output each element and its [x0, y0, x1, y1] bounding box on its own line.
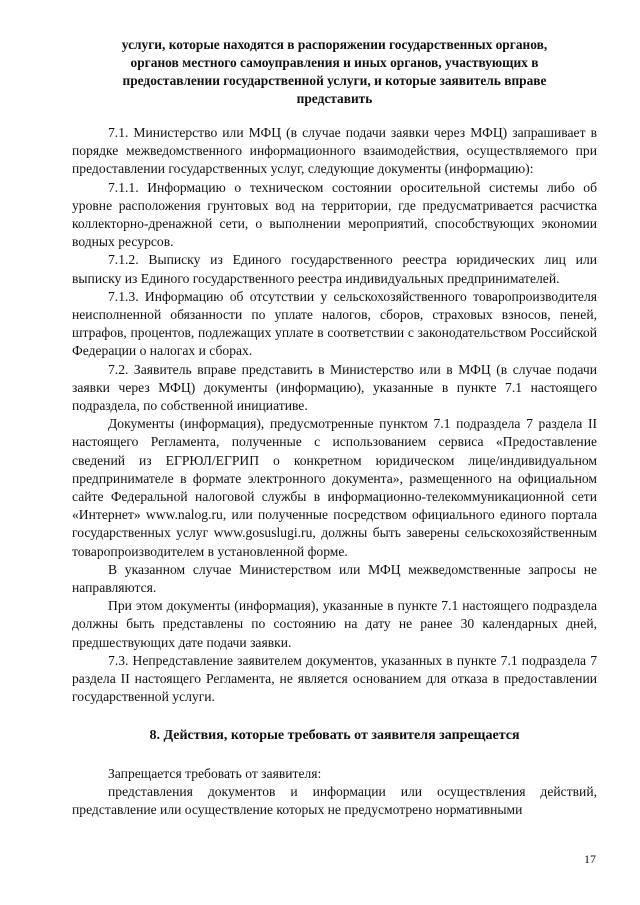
section-8-item-1: представления документов и информации или осуществления действий, представление или осуществление которых не предусмотрено нормативными [72, 783, 597, 817]
paragraph-7-1-2: 7.1.2. Выписку из Единого государственного реестра юридических лиц или выписку из Единого государственного реестра индивидуальных предпринимателей. [72, 252, 597, 286]
paragraph-7-2: 7.2. Заявитель вправе представить в Министерство или в МФЦ (в случае подачи заявки через МФЦ) документы (информацию), указанные в пункте 7.1 настоящего подраздела, по собственной инициативе. [72, 361, 597, 414]
section-7-heading [72, 36, 597, 108]
section-8-intro: Запрещается требовать от заявителя: [108, 765, 322, 781]
paragraph-7-1: 7.1. Министерство или МФЦ (в случае подачи заявки через МФЦ) запрашивает в порядке межведомственного информационного взаимодействия, осуществляемого при предоставлении государственных услуг, следующие документы (информацию): [72, 125, 597, 177]
paragraph-no-requests: В указанном случае Министерством или МФЦ межведомственные запросы не направляются. [72, 561, 597, 596]
section-8-title: 8. Действия, которые требовать от заявителя запрещается [149, 727, 520, 743]
page-number: 17 [584, 852, 596, 866]
paragraph-30-days: При этом документы (информация), указанные в пункте 7.1 настоящего подраздела должны быть представлены по состоянию на дату не ранее 30 календарных дней, предшествующих дате подачи заявки. [72, 598, 597, 650]
heading-line: предоставлении государственной услуги, и которые заявитель вправе [122, 73, 547, 88]
heading-line: представить [296, 91, 373, 106]
paragraph-documents: Документы (информация), предусмотренные пунктом 7.1 подраздела 7 раздела II настоящего Регламента, полученные с использованием сервиса «Предоставление сведений из ЕГРЮЛ/ЕГРИП о конкретном юридическом лице/индивидуальном предпринимателе в формате электронного документа», размещенного на официальном сайте Федеральной налоговой службы в информационно-телекоммуникационной сети «Интернет» www.nalog.ru, или полученные посредством официального единого портала государственных услуг www.gosuslugi.ru, должны быть заверены сельскохозяйственным товаропроизводителем в установленной форме. [72, 416, 597, 559]
paragraph-7-1-3: 7.1.3. Информацию об отсутствии у сельскохозяйственного товаропроизводителя неисполненной обязанности по уплате налогов, сборов, страховых взносов, пеней, штрафов, процентов, подлежащих уплате в соответствии с законодательством Российской Федерации о налогах и сборах. [72, 288, 597, 359]
heading-line: услуги, которые находятся в распоряжении государственных органов, [121, 37, 548, 52]
heading-line: органов местного самоуправления и иных органов, участвующих в [130, 55, 539, 70]
paragraph-7-3: 7.3. Непредставление заявителем документов, указанных в пункте 7.1 подраздела 7 раздела II настоящего Регламента, не является основанием для отказа в предоставлении государственной услуги. [72, 652, 597, 705]
paragraph-7-1-1: 7.1.1. Информацию о техническом состоянии оросительной системы либо об уровне расположения грунтовых вод на территории, где предусматривается расчистка коллекторно-дренажной сети, о выполнении мероприятий, способствующих экономии водных ресурсов. [72, 179, 597, 250]
document-page [72, 36, 597, 819]
